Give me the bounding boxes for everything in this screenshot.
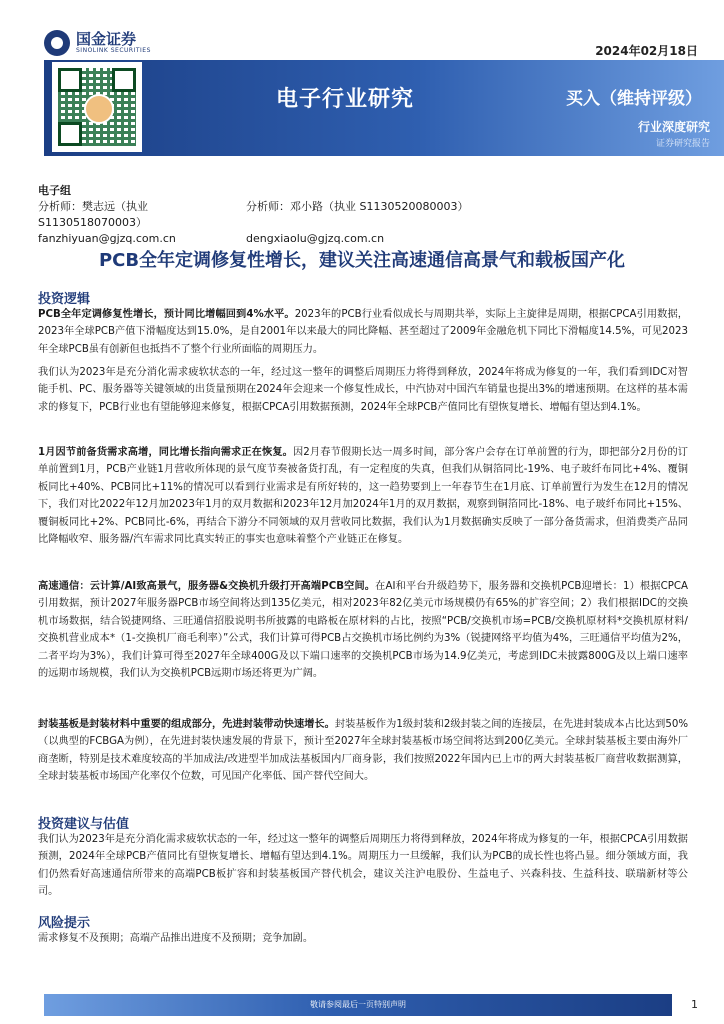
report-headline: PCB全年定调修复性增长，建议关注高速通信高景气和载板国产化 <box>98 250 626 271</box>
paragraph-2-body: 我们认为2023年是充分消化需求疲软状态的一年，经过这一整年的调整后周期压力将得到释放，2024年将成为修复的一年，我们看到IDC对智能手机、PC、服务器等关键领域的出货量预期在2024年会迎来一个修复性成长，中汽协对中国汽车销量也提出3%的增速预期。在这样的基本需求的修复下，PCB行业也有望能够迎来修复，根据CPCA引用数据预测，2024年全球PCB产值同比有望恢复增长、增幅有望达到4.1%。 <box>38 367 688 413</box>
section-risk: 风险提示 <box>38 916 91 931</box>
report-subtype: 证券研究报告 <box>655 139 710 149</box>
logo-cn-text: 国金证券 <box>76 30 137 48</box>
paragraph-5-body: 封装基板作为1级封装和2级封装之间的连接层，在先进封装成本占比达到50%（以典型的FCBGA为例），在先进封装快速发展的背景下，预计至2027年全球封装基板市场空间将达到200亿美元。全球封装基板主要由海外厂商垄断，特别是技术难度较高的半加成法/改进型半加成法基板国内厂商身影，我们按照2022年国内已上市的两大封装基板厂商营收数据测算，全球封装基板市场国产化率仅个位数，可见国产化率低、国产替代空间大。 <box>38 719 688 783</box>
analyst-1-email[interactable]: fanzhiyuan@gjzq.com.cn <box>38 232 176 245</box>
title-band <box>44 60 724 156</box>
paragraph-1 <box>38 306 688 358</box>
qr-avatar-icon <box>84 94 114 124</box>
report-date: 2024年02月18日 <box>595 44 698 58</box>
paragraph-1-body: 2023年的PCB行业看似成长与周期共举，实际上主旋律是周期，根据CPCA引用数据，2023年全球PCB产值下滑幅度达到15.0%，是自2001年以来最大的同比降幅、甚至超过了2009年金融危机下同比下滑幅度14.5%，可见2023年全球PCB虽有创新但也抵挡不了整个行业所面临的周期压力。 <box>38 309 688 355</box>
section-investment-advice: 投资建议与估值 <box>38 817 130 832</box>
report-type: 行业深度研究 <box>637 120 710 134</box>
paragraph-7 <box>38 930 688 947</box>
page-number: 1 <box>691 998 698 1011</box>
paragraph-5 <box>38 716 688 786</box>
paragraph-3-body: 因2月春节假期长达一周多时间，部分客户会存在订单前置的行为，即把部分2月份的订单前置到1月，PCB产业链1月营收所体现的景气度节奏被备货打乱，有一定程度的失真，但我们从铜箔同比-19%、电子玻纤布同比+4%、覆铜板同比+40%、PCB同比+11%的情况可以看到行业需求是有所好转的，这一趋势要到上一年春节生在1月底、订单前置行为发生在12月的情况下，我们对比2022年12月加2023年1月的双月数据和2023年12月加2024年1月的双月数据，观察到铜箔同比-18%、电子玻纤布同比+15%、覆铜板同比+2%、PCB同比-6%，再结合下游分不同领域的双月营收同比数据，我们认为1月数据确实反映了一部分备货需求，但消费类产品同比降幅收窄、服务器/汽车需求同比真实转正的事实也意味着整个产业链正在修复。 <box>38 447 688 546</box>
paragraph-4-body: 在AI和平台升级趋势下，服务器和交换机PCB迎增长：1）根据CPCA引用数据，预计2027年服务器PCB市场空间将达到135亿美元，相对2023年82亿美元市场规模仍有65%的扩容空间；2）我们根据IDC的交换机市场数据，结合锐捷网络、三旺通信招股说明书所披露的电路板在原材料的占比，按照“PCB/交换机市场=PCB/交换机原材料*交换机原材料/交换机营业成本*（1-交换机厂商毛利率）”公式，我们计算可得PCB占交换机市场比例约为3%（锐捷网络平均值为4%，三旺通信平均值为2%，二者平均为3%），我们计算可得至2027年全球400G及以下端口速率的交换机PCB市场为14.9亿美元，考虑到IDC未披露800G及以上端口速率的远期市场规模，我们认为交换机PCB远期市场还将更为广阔。 <box>38 581 688 680</box>
author-block <box>38 183 468 247</box>
analyst-1: 分析师：樊志远（执业 S1130518070003） <box>38 200 148 229</box>
footer-disclaimer[interactable]: 敬请参阅最后一页特别声明 <box>310 1000 406 1009</box>
paragraph-1-lead: PCB全年定调修复性增长，预计同比增幅回到4%水平。 <box>38 309 295 320</box>
section-investment-logic: 投资逻辑 <box>38 292 91 307</box>
paragraph-4-lead: 高速通信：云计算/AI致高景气，服务器&交换机升级打开高端PCB空间。 <box>38 581 376 592</box>
footer-band <box>44 994 672 1016</box>
paragraph-6 <box>38 831 688 901</box>
report-header <box>0 0 724 178</box>
analyst-2: 分析师：邓小路（执业 S1130520080003） <box>246 200 469 213</box>
paragraph-5-lead: 封装基板是封装材料中重要的组成部分，先进封装带动快速增长。 <box>38 719 335 730</box>
logo-icon <box>44 30 70 56</box>
paragraph-2 <box>38 364 688 416</box>
report-category-title: 电子行业研究 <box>276 87 415 112</box>
logo-en-text: SINOLINK SECURITIES <box>76 47 151 54</box>
company-logo <box>44 30 151 56</box>
qr-code-icon[interactable] <box>52 62 142 152</box>
paragraph-3-lead: 1月因节前备货需求高增，同比增长指向需求正在恢复。 <box>38 447 293 458</box>
paragraph-3 <box>38 444 688 548</box>
paragraph-6-body: 我们认为2023年是充分消化需求疲软状态的一年，经过这一整年的调整后周期压力将得到释放，2024年将成为修复的一年，根据CPCA引用数据预测，2024年全球PCB产值同比有望恢复增长、增幅有望达到4.1%。周期压力一旦缓解，我们认为PCB的成长性也将凸显。细分领域方面，我们仍然看好高速通信所带来的高端PCB板扩容和封装基板国产替代机会，建议关注沪电股份、生益电子、兴森科技、生益科技、联瑞新材等公司。 <box>38 834 688 898</box>
group-label: 电子组 <box>38 184 71 197</box>
paragraph-7-body: 需求修复不及预期；高端产品推出进度不及预期；竞争加剧。 <box>38 933 314 944</box>
analyst-2-email[interactable]: dengxiaolu@gjzq.com.cn <box>246 232 385 245</box>
paragraph-4 <box>38 578 688 682</box>
rating-label: 买入（维持评级） <box>566 89 702 109</box>
